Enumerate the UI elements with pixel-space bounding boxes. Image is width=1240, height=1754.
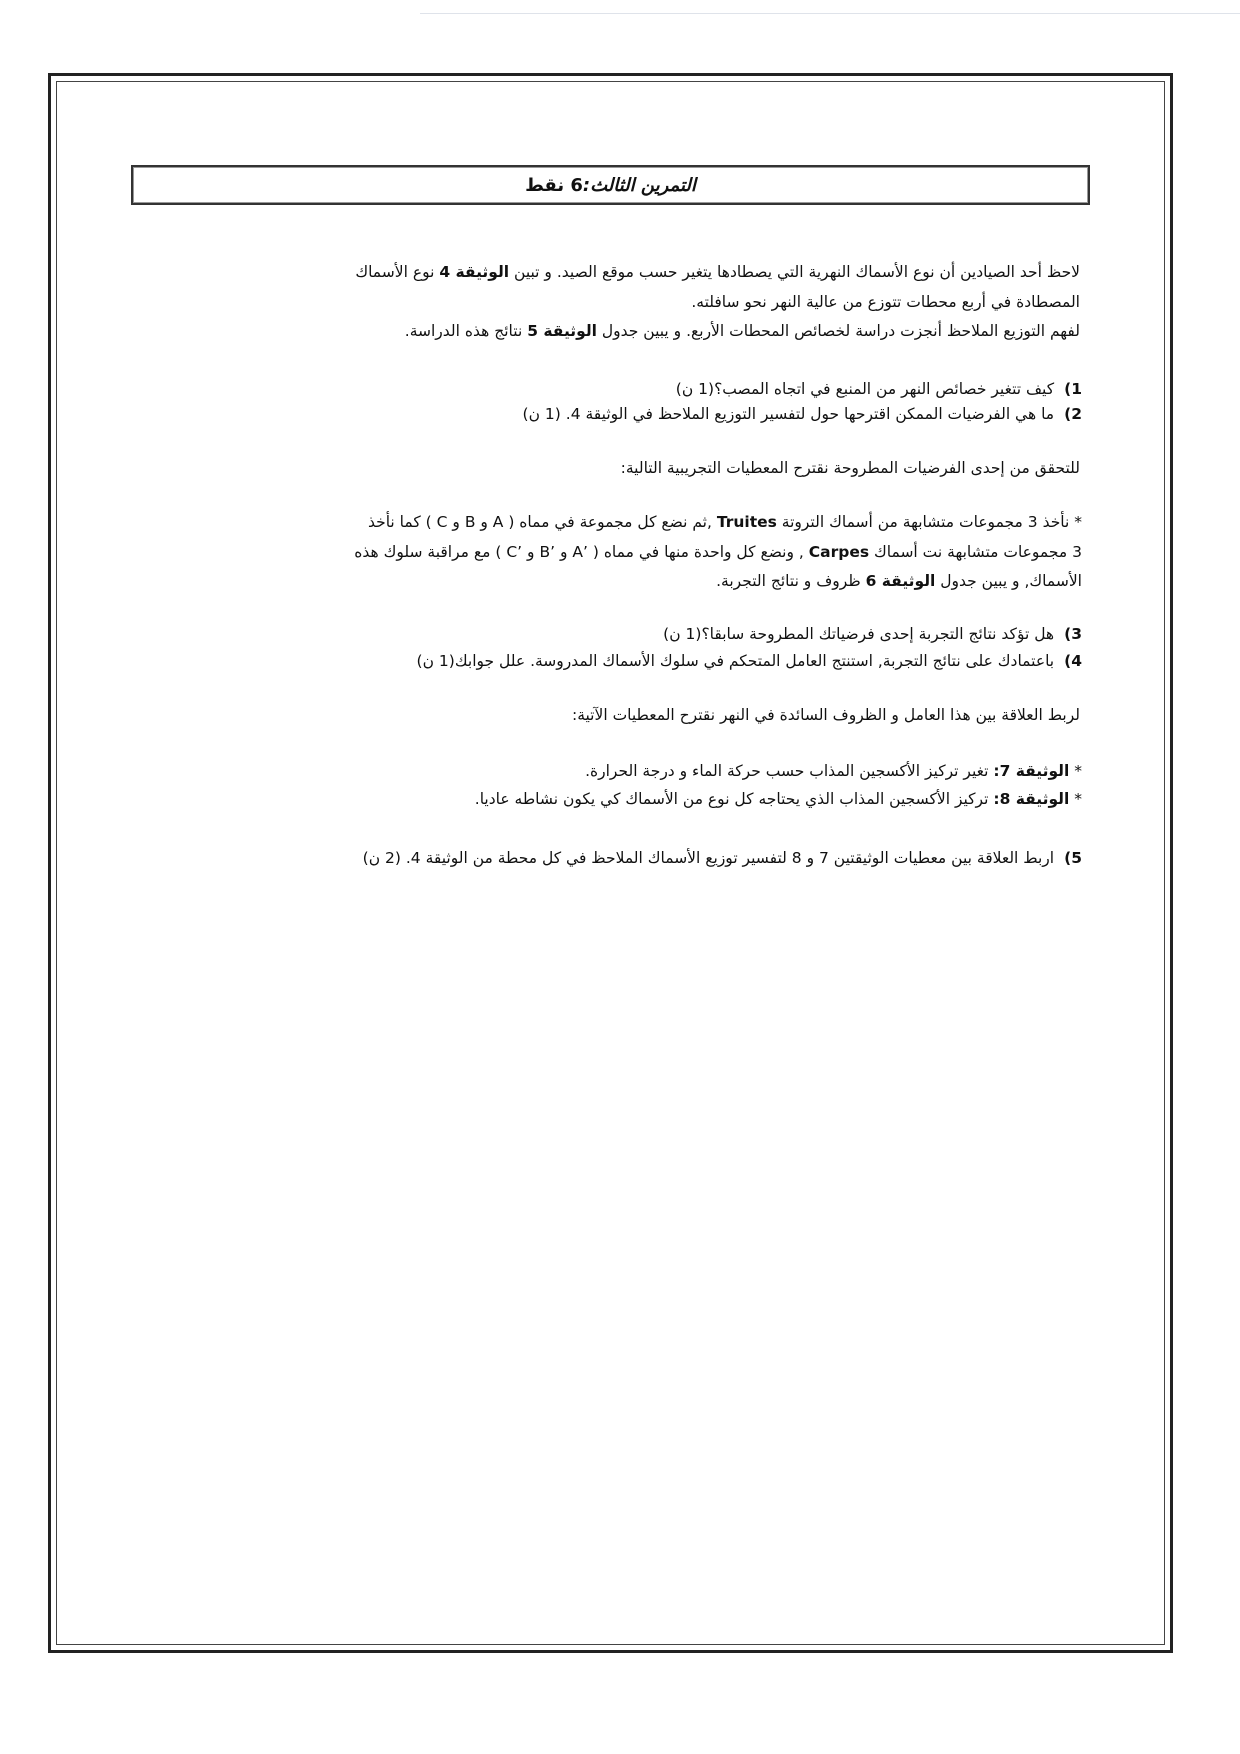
text: تركيز الأكسجين المذاب الذي يحتاجه كل نوع من الأسماك كي يكون نشاطه عاديا. — [474, 790, 994, 808]
text: , ونضع كل واحدة منها في مماه ( ’A و ’B و ’C ) مع مراقبة سلوك هذه — [354, 543, 809, 561]
document-8-line — [475, 789, 1082, 809]
text: لفهم التوزيع الملاحظ أنجزت دراسة لخصائص المحطات الأربع. و يبين جدول — [596, 322, 1080, 340]
question-number: 4) — [1064, 652, 1082, 670]
relation-intro — [572, 705, 1080, 725]
question-number: 3) — [1064, 625, 1082, 643]
question-2 — [523, 404, 1082, 424]
doc-ref: الوثيقة 5 — [527, 322, 597, 340]
experiment-line-3 — [716, 571, 1082, 591]
question-text: كيف تتغير خصائص النهر من المنبع في اتجاه المصب؟(1 ن) — [675, 380, 1055, 398]
exercise-points: 6 نقط — [525, 174, 583, 196]
text: نوع الأسماك — [355, 263, 440, 281]
text: لربط العلاقة بين هذا العامل و الظروف السائدة في النهر نقترح المعطيات الآتية: — [571, 706, 1080, 724]
intro-line-2 — [691, 292, 1080, 312]
question-text: اربط العلاقة بين معطيات الوثيقتين 7 و 8 لتفسير توزيع الأسماك الملاحظ في كل محطة من الوثيقة 4. (2 ن) — [362, 849, 1055, 867]
question-text: ما هي الفرضيات الممكن اقترحها حول لتفسير التوزيع الملاحظ في الوثيقة 4. (1 ن) — [522, 405, 1055, 423]
species-name: Truites — [716, 513, 777, 531]
question-text: باعتمادك على نتائج التجربة, استنتج العامل المتحكم في سلوك الأسماك المدروسة. علل جوابك(1 ن) — [416, 652, 1055, 670]
exercise-title-box — [131, 165, 1090, 205]
experiment-intro — [621, 458, 1080, 478]
intro-line-1 — [355, 262, 1080, 282]
doc-ref: الوثيقة 4 — [439, 263, 510, 281]
intro-line-3 — [405, 321, 1080, 341]
document-7-line — [585, 761, 1082, 781]
text: الأسماك, و يبين جدول — [935, 572, 1082, 590]
bullet: * — [1069, 762, 1082, 780]
doc-ref: الوثيقة 8: — [993, 790, 1070, 808]
text: تغير تركيز الأكسجين المذاب حسب حركة الماء و درجة الحرارة. — [585, 762, 994, 780]
text: ,ثم نضع كل مجموعة في مماه ( A و B و C ) كما نأخذ — [367, 513, 717, 531]
text: * نأخذ 3 مجموعات متشابهة من أسماك التروتة — [776, 513, 1082, 531]
text: نتائج هذه الدراسة. — [404, 322, 528, 340]
experiment-line-2 — [354, 542, 1082, 562]
exercise-title: التمرين الثالث: — [582, 174, 696, 196]
text: لاحظ أحد الصيادين أن نوع الأسماك النهرية التي يصطادها يتغير حسب موقع الصيد. و تبين — [509, 263, 1080, 281]
doc-ref: الوثيقة 7: — [993, 762, 1070, 780]
question-4 — [417, 651, 1082, 671]
question-number: 5) — [1064, 849, 1082, 867]
text: ظروف و نتائج التجربة. — [716, 572, 866, 590]
scan-artifact-line — [420, 13, 1240, 14]
text: 3 مجموعات متشابهة نت أسماك — [869, 543, 1082, 561]
experiment-line-1 — [368, 512, 1082, 532]
question-5 — [363, 848, 1082, 868]
question-1 — [676, 379, 1082, 399]
question-number: 1) — [1064, 380, 1082, 398]
question-text: هل تؤكد نتائج التجربة إحدى فرضياتك المطروحة سابقا؟(1 ن) — [663, 625, 1055, 643]
doc-ref: الوثيقة 6 — [865, 572, 936, 590]
text: المصطادة في أربع محطات تتوزع من عالية النهر نحو سافلته. — [691, 293, 1080, 311]
question-3 — [663, 624, 1082, 644]
bullet: * — [1069, 790, 1082, 808]
species-name: Carpes — [808, 543, 870, 561]
text: للتحقق من إحدى الفرضيات المطروحة نقترح المعطيات التجريبية التالية: — [620, 459, 1080, 477]
question-number: 2) — [1064, 405, 1082, 423]
